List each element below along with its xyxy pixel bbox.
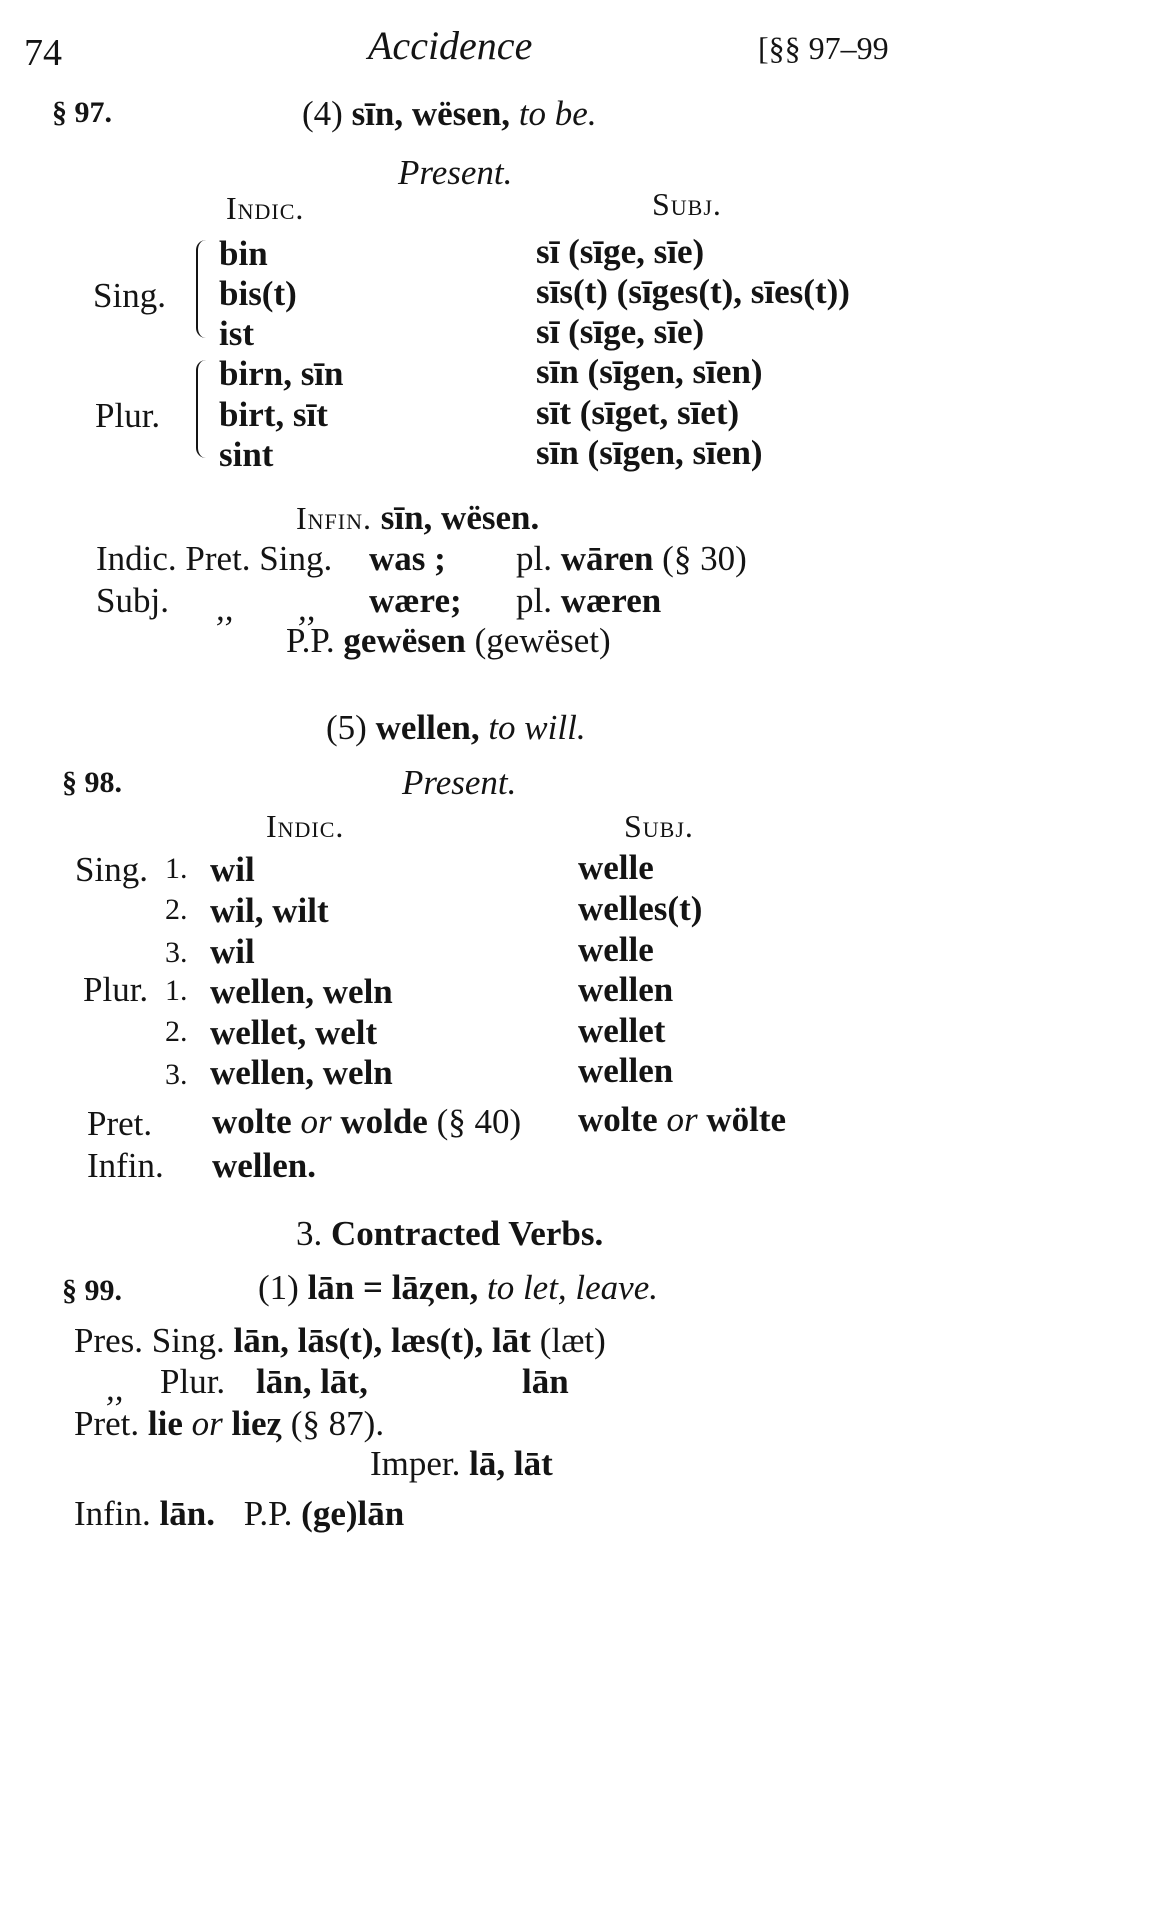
imper-99 xyxy=(370,1446,553,1481)
pres-sing-99-alt: (læt) xyxy=(539,1321,606,1360)
pret-indic-sing-97: was ; xyxy=(369,539,446,578)
ditto-97a: ,, xyxy=(216,589,234,628)
pret-indic-ref-97: (§ 30) xyxy=(662,539,747,578)
heading-97-verb: sīn, wësen, xyxy=(351,94,511,133)
pret-indic-pl-value-97: wāren xyxy=(560,539,654,578)
heading-98 xyxy=(326,710,586,745)
heading-99-num: (1) xyxy=(258,1268,299,1307)
pret-indic-98-or: or xyxy=(300,1102,332,1141)
indic-98-row6: wellen, weln xyxy=(210,1053,393,1092)
pret-subj-98-or: or xyxy=(666,1100,698,1139)
imper-99-label: Imper. xyxy=(370,1444,461,1483)
subj-97-row2: sīs(t) (sīges(t), sīes(t)) xyxy=(536,272,850,311)
pl-label-97a: pl. xyxy=(516,539,552,578)
subj-97-row4: sīn (sīgen, sīen) xyxy=(536,352,763,391)
pret-99 xyxy=(74,1406,384,1441)
pres-sing-99 xyxy=(74,1323,606,1358)
heading-99 xyxy=(258,1270,658,1305)
present-heading-97: Present. xyxy=(398,153,513,192)
pret-99-b: lieȥ xyxy=(231,1404,283,1443)
heading-99-verb: lān = lāȥen, xyxy=(307,1268,479,1307)
pp-97-value: gewësen xyxy=(343,621,466,660)
num-98-row5: 2. xyxy=(165,1015,188,1048)
section-range: [§§ 97–99 xyxy=(758,30,889,66)
plur-label-97: Plur. xyxy=(95,396,161,435)
pret-99-label: Pret. xyxy=(74,1404,140,1443)
pp-97-label: P.P. xyxy=(286,621,335,660)
indic-head-98: Indic. xyxy=(266,808,345,844)
pret-subj-98 xyxy=(578,1102,786,1137)
pres-sing-99-forms: lān, lās(t), læs(t), lāt xyxy=(233,1321,531,1360)
indic-98-row3: wil xyxy=(210,932,255,971)
indic-97-row2: bis(t) xyxy=(219,274,297,313)
pp-97 xyxy=(286,623,611,658)
indic-98-row4: wellen, weln xyxy=(210,972,393,1011)
subj-label-97: Subj. xyxy=(96,581,169,620)
subj-97-row3: sī (sīge, sīe) xyxy=(536,312,705,351)
pret-indic-pl-97 xyxy=(516,541,747,576)
num-98-row2: 2. xyxy=(165,893,188,926)
infin-97 xyxy=(296,500,539,535)
subj-98-row5: wellet xyxy=(578,1011,666,1050)
section-label-98: § 98. xyxy=(62,766,122,799)
subj-97-row5: sīt (sīget, sīet) xyxy=(536,393,740,432)
pret-subj-98-a: wolte xyxy=(578,1100,658,1139)
pp-97-alt: (gewëset) xyxy=(474,621,611,660)
indic-97-row4: birn, sīn xyxy=(219,354,344,393)
indic-97-row1: bin xyxy=(219,234,268,273)
heading-97 xyxy=(302,96,597,131)
imper-99-value: lā, lāt xyxy=(469,1444,553,1483)
num-98-row3: 3. xyxy=(165,936,188,969)
section-label-97: § 97. xyxy=(52,96,112,129)
pret-indic-label-97: Indic. Pret. Sing. xyxy=(96,539,333,578)
subj-98-row2: welles(t) xyxy=(578,889,703,928)
running-title: Accidence xyxy=(368,23,533,68)
sing-label-98: Sing. xyxy=(75,850,148,889)
pp-99-value: (ge)lān xyxy=(301,1494,405,1533)
subj-98-row1: welle xyxy=(578,848,654,887)
plur-subj-99: lān xyxy=(522,1362,569,1401)
section-label-99: § 99. xyxy=(62,1274,122,1307)
pret-indic-98 xyxy=(212,1104,521,1139)
indic-98-row5: wellet, welt xyxy=(210,1013,378,1052)
subj-98-row6: wellen xyxy=(578,1051,674,1090)
plur-label-98: Plur. xyxy=(83,970,149,1009)
subj-97-row1: sī (sīge, sīe) xyxy=(536,232,705,271)
infin-97-value: sīn, wësen. xyxy=(380,498,540,537)
indic-98-row2: wil, wilt xyxy=(210,891,329,930)
infin-99-value: lān. xyxy=(159,1494,215,1533)
pp-99-label: P.P. xyxy=(243,1494,293,1533)
pret-subj-98-b: wölte xyxy=(706,1100,787,1139)
pret-99-a: lie xyxy=(147,1404,183,1443)
indic-98-row1: wil xyxy=(210,850,255,889)
infin-97-label: Infin. xyxy=(296,500,372,536)
indic-head-97: Indic. xyxy=(226,190,305,226)
infin-value-98: wellen. xyxy=(212,1146,317,1185)
section-3-title: Contracted Verbs. xyxy=(331,1214,604,1253)
infin-label-98: Infin. xyxy=(87,1146,164,1185)
heading-98-verb: wellen, xyxy=(375,708,480,747)
pl-label-97b: pl. xyxy=(516,581,552,620)
pret-99-ref: (§ 87). xyxy=(290,1404,385,1443)
page-number: 74 xyxy=(24,32,62,74)
pret-subj-sing-97: wære; xyxy=(369,581,462,620)
subj-head-97: Subj. xyxy=(652,186,722,222)
pret-label-98: Pret. xyxy=(87,1104,153,1143)
heading-97-num: (4) xyxy=(302,94,343,133)
num-98-row1: 1. xyxy=(165,852,188,885)
subj-98-row4: wellen xyxy=(578,970,674,1009)
section-heading-3 xyxy=(296,1216,603,1251)
plur-label-99: Plur. xyxy=(160,1362,226,1401)
indic-97-row3: ist xyxy=(219,314,254,353)
heading-98-gloss: to will. xyxy=(488,708,586,747)
pret-indic-98-a: wolte xyxy=(212,1102,292,1141)
subj-97-row6: sīn (sīgen, sīen) xyxy=(536,433,763,472)
pret-indic-98-b: wolde xyxy=(340,1102,428,1141)
present-heading-98: Present. xyxy=(402,763,517,802)
indic-97-row5: birt, sīt xyxy=(219,395,328,434)
brace-plur-97 xyxy=(196,360,208,458)
infin-99 xyxy=(74,1496,404,1531)
heading-97-gloss: to be. xyxy=(518,94,597,133)
infin-99-label: Infin. xyxy=(74,1494,151,1533)
heading-98-num: (5) xyxy=(326,708,367,747)
subj-head-98: Subj. xyxy=(624,808,694,844)
pres-sing-99-label: Pres. Sing. xyxy=(74,1321,225,1360)
num-98-row4: 1. xyxy=(165,974,188,1007)
ditto-99: ,, xyxy=(106,1369,124,1408)
heading-99-gloss: to let, leave. xyxy=(486,1268,659,1307)
ditto-97b: ,, xyxy=(298,589,316,628)
num-98-row6: 3. xyxy=(165,1058,188,1091)
subj-98-row3: welle xyxy=(578,930,654,969)
pret-subj-pl-value-97: wæren xyxy=(560,581,662,620)
indic-97-row6: sint xyxy=(219,435,274,474)
plur-indic-99: lān, lāt, xyxy=(256,1362,368,1401)
pret-ref-98: (§ 40) xyxy=(436,1102,522,1141)
pret-99-or: or xyxy=(191,1404,223,1443)
section-3-num: 3. xyxy=(296,1214,323,1253)
sing-label-97: Sing. xyxy=(93,276,166,315)
pret-subj-pl-97 xyxy=(516,583,661,618)
brace-sing-97 xyxy=(196,240,208,338)
